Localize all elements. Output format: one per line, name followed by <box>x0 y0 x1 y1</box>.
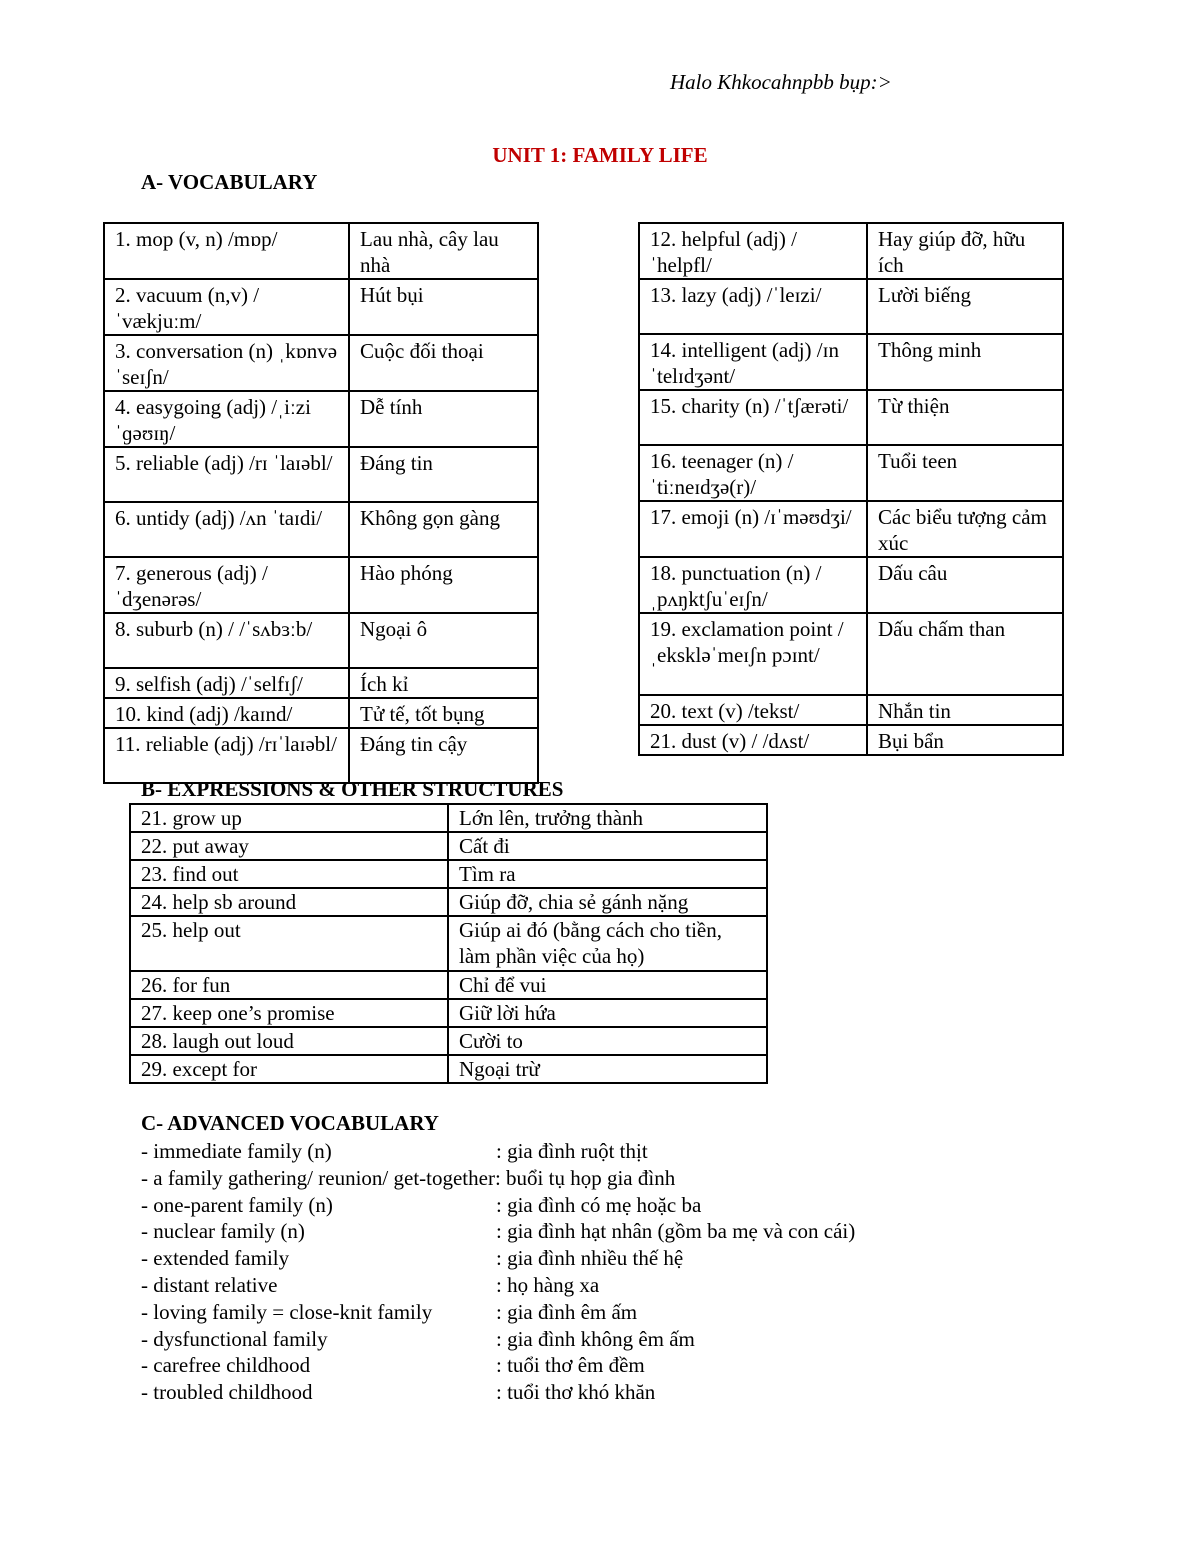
advanced-meaning: : gia đình êm ấm <box>496 1299 638 1324</box>
list-item <box>141 1379 855 1406</box>
list-item <box>141 1326 855 1353</box>
vocab-meaning: Đáng tin <box>349 447 538 502</box>
list-item <box>141 1138 855 1165</box>
table-row <box>639 501 1063 557</box>
list-item <box>141 1192 855 1219</box>
advanced-term: - carefree childhood <box>141 1353 311 1378</box>
expression-meaning: Lớn lên, trưởng thành <box>448 804 767 832</box>
expression-meaning: Giữ lời hứa <box>448 999 767 1027</box>
list-item <box>141 1245 855 1272</box>
expression-term: 26. for fun <box>130 971 448 999</box>
header-note: Halo Khkocahnpbb bụp:> <box>670 70 892 94</box>
table-row <box>639 557 1063 613</box>
table-row <box>130 832 767 860</box>
vocab-term: 21. dust (v) / /dʌst/ <box>639 725 867 755</box>
expression-term: 21. grow up <box>130 804 448 832</box>
vocab-meaning: Đáng tin cậy <box>349 728 538 783</box>
vocab-meaning: Dấu chấm than <box>867 613 1063 695</box>
vocab-term: 5. reliable (adj) /rɪ ˈlaɪəbl/ <box>104 447 349 502</box>
table-row <box>130 888 767 916</box>
vocabulary-table-right <box>638 222 1064 756</box>
vocab-term: 15. charity (n) /ˈtʃærəti/ <box>639 390 867 445</box>
table-row <box>104 279 538 335</box>
advanced-term: - a family gathering/ reunion/ get-together <box>141 1165 495 1190</box>
vocabulary-table-left <box>103 222 539 784</box>
advanced-term: - loving family = close-knit family <box>141 1299 433 1324</box>
table-row <box>130 1055 767 1083</box>
table-row <box>104 223 538 279</box>
advanced-meaning: : tuổi thơ êm đềm <box>496 1353 645 1378</box>
vocab-meaning: Dễ tính <box>349 391 538 447</box>
vocab-term: 20. text (v) /tekst/ <box>639 695 867 725</box>
advanced-term: - extended family <box>141 1246 290 1271</box>
expression-term: 24. help sb around <box>130 888 448 916</box>
vocab-meaning: Nhắn tin <box>867 695 1063 725</box>
vocab-meaning: Lười biếng <box>867 279 1063 334</box>
expressions-table <box>129 803 768 1084</box>
table-row <box>104 668 538 698</box>
table-row <box>104 613 538 668</box>
list-item <box>141 1272 855 1299</box>
vocab-meaning: Các biểu tượng cảm xúc <box>867 501 1063 557</box>
table-row <box>639 334 1063 390</box>
vocab-meaning: Tử tế, tốt bụng <box>349 698 538 728</box>
vocab-term: 17. emoji (n) /ɪˈməʊdʒi/ <box>639 501 867 557</box>
unit-title: UNIT 1: FAMILY LIFE <box>492 143 708 167</box>
advanced-meaning: : tuổi thơ khó khăn <box>496 1380 656 1405</box>
vocab-term: 14. intelligent (adj) /ɪnˈtelɪdʒənt/ <box>639 334 867 390</box>
vocab-term: 6. untidy (adj) /ʌn ˈtaɪdi/ <box>104 502 349 557</box>
vocab-meaning: Hút bụi <box>349 279 538 335</box>
table-row <box>130 804 767 832</box>
advanced-meaning: : gia đình không êm ấm <box>496 1326 695 1351</box>
expression-meaning: Giúp đỡ, chia sẻ gánh nặng <box>448 888 767 916</box>
expression-meaning: Cất đi <box>448 832 767 860</box>
expression-meaning: Cười to <box>448 1027 767 1055</box>
vocab-meaning: Lau nhà, cây lau nhà <box>349 223 538 279</box>
section-c-heading: C- ADVANCED VOCABULARY <box>141 1111 439 1135</box>
list-item <box>141 1299 855 1326</box>
section-a-heading: A- VOCABULARY <box>141 170 318 194</box>
section-b-heading: B- EXPRESSIONS & OTHER STRUCTURES <box>141 777 564 801</box>
vocab-meaning: Dấu câu <box>867 557 1063 613</box>
vocab-term: 7. generous (adj) / ˈdʒenərəs/ <box>104 557 349 613</box>
table-row <box>104 557 538 613</box>
vocab-term: 2. vacuum (n,v) / ˈvækjuːm/ <box>104 279 349 335</box>
table-row <box>104 698 538 728</box>
table-row <box>639 613 1063 695</box>
vocab-meaning: Bụi bẩn <box>867 725 1063 755</box>
vocab-meaning: Ngoại ô <box>349 613 538 668</box>
advanced-term: - distant relative <box>141 1272 278 1297</box>
table-row <box>639 390 1063 445</box>
table-row <box>639 695 1063 725</box>
expression-term: 29. except for <box>130 1055 448 1083</box>
vocab-term: 16. teenager (n) /ˈtiːneɪdʒə(r)/ <box>639 445 867 501</box>
expression-term: 28. laugh out loud <box>130 1027 448 1055</box>
advanced-term: - one-parent family (n) <box>141 1192 333 1217</box>
vocab-term: 3. conversation (n) ˌkɒnvəˈseɪʃn/ <box>104 335 349 391</box>
table-row <box>130 999 767 1027</box>
table-row <box>104 391 538 447</box>
expression-meaning: Ngoại trừ <box>448 1055 767 1083</box>
vocab-term: 18. punctuation (n) /ˌpʌŋktʃuˈeɪʃn/ <box>639 557 867 613</box>
table-row <box>639 445 1063 501</box>
advanced-term: - troubled childhood <box>141 1380 313 1405</box>
table-row <box>130 971 767 999</box>
advanced-meaning: : gia đình có mẹ hoặc ba <box>496 1192 702 1217</box>
advanced-meaning: : họ hàng xa <box>496 1272 600 1297</box>
expression-meaning: Chỉ để vui <box>448 971 767 999</box>
expression-meaning: Tìm ra <box>448 860 767 888</box>
vocab-meaning: Tuổi teen <box>867 445 1063 501</box>
vocab-term: 10. kind (adj) /kaɪnd/ <box>104 698 349 728</box>
table-row <box>104 502 538 557</box>
vocab-meaning: Hay giúp đỡ, hữu ích <box>867 223 1063 279</box>
vocab-term: 9. selfish (adj) /ˈselfɪʃ/ <box>104 668 349 698</box>
expression-term: 23. find out <box>130 860 448 888</box>
list-item <box>141 1352 855 1379</box>
vocab-term: 13. lazy (adj) /ˈleɪzi/ <box>639 279 867 334</box>
vocab-term: 1. mop (v, n) /mɒp/ <box>104 223 349 279</box>
table-row <box>130 1027 767 1055</box>
advanced-term: - dysfunctional family <box>141 1326 328 1351</box>
vocab-meaning: Thông minh <box>867 334 1063 390</box>
table-row <box>639 279 1063 334</box>
vocab-meaning: Không gọn gàng <box>349 502 538 557</box>
table-row <box>639 725 1063 755</box>
expression-meaning: Giúp ai đó (bằng cách cho tiền, làm phần việc của họ) <box>448 916 767 971</box>
vocab-term: 11. reliable (adj) /rɪˈlaɪəbl/ <box>104 728 349 783</box>
vocab-term: 19. exclamation point /ˌekskləˈmeɪʃn pɔɪnt/ <box>639 613 867 695</box>
advanced-meaning: : gia đình hạt nhân (gồm ba mẹ và con cái) <box>496 1219 856 1244</box>
advanced-meaning: : gia đình ruột thịt <box>496 1139 648 1163</box>
vocab-term: 8. suburb (n) / /ˈsʌbɜːb/ <box>104 613 349 668</box>
vocab-meaning: Ích kỉ <box>349 668 538 698</box>
advanced-vocabulary-list <box>141 1138 855 1406</box>
expression-term: 25. help out <box>130 916 448 971</box>
vocab-meaning: Hào phóng <box>349 557 538 613</box>
table-row <box>104 335 538 391</box>
table-row <box>130 860 767 888</box>
vocab-meaning: Từ thiện <box>867 390 1063 445</box>
expression-term: 27. keep one’s promise <box>130 999 448 1027</box>
vocab-term: 4. easygoing (adj) /ˌiːzi ˈɡəʊɪŋ/ <box>104 391 349 447</box>
advanced-meaning: : gia đình nhiều thế hệ <box>496 1246 684 1271</box>
expression-term: 22. put away <box>130 832 448 860</box>
advanced-term: - nuclear family (n) <box>141 1219 305 1244</box>
vocab-meaning: Cuộc đối thoại <box>349 335 538 391</box>
list-item <box>141 1165 855 1192</box>
advanced-meaning: : buổi tụ họp gia đình <box>494 1165 676 1190</box>
advanced-term: - immediate family (n) <box>141 1139 332 1163</box>
vocab-term: 12. helpful (adj) /ˈhelpfl/ <box>639 223 867 279</box>
table-row <box>639 223 1063 279</box>
table-row <box>104 447 538 502</box>
table-row <box>130 916 767 971</box>
list-item <box>141 1218 855 1245</box>
table-row <box>104 728 538 783</box>
